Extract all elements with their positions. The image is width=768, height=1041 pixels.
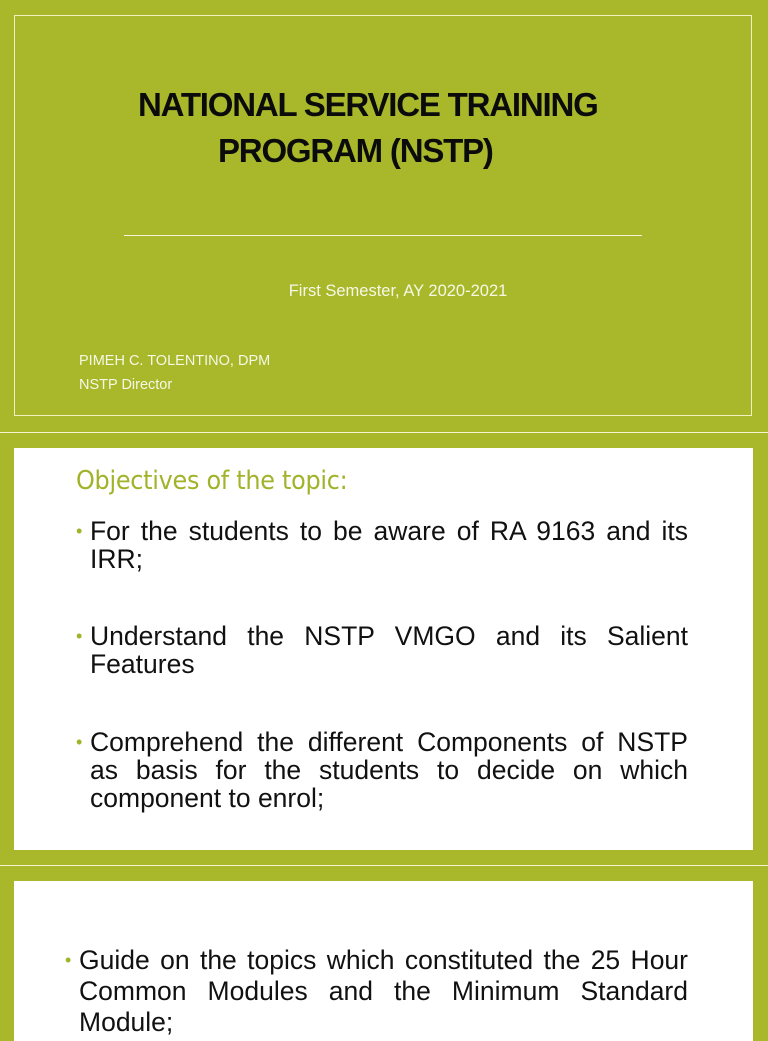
bullet-icon: • <box>76 626 83 646</box>
objective-item <box>76 516 688 574</box>
objective-item <box>65 945 688 1038</box>
objectives-slide <box>14 448 753 850</box>
bullet-icon: • <box>76 521 83 541</box>
objective-text: Understand the NSTP VMGO and its Salient Features <box>90 621 688 679</box>
slide-title-line-1: NATIONAL SERVICE TRAINING <box>138 86 598 123</box>
objective-item <box>76 621 688 679</box>
title-slide <box>0 0 768 432</box>
objective-item <box>76 727 688 813</box>
slide-title-line-2: PROGRAM (NSTP) <box>218 132 493 169</box>
slide-subtitle: First Semester, AY 2020-2021 <box>288 282 508 300</box>
author-name: PIMEH C. TOLENTINO, DPM <box>79 353 271 369</box>
slide-separator <box>0 432 768 433</box>
objective-text: Guide on the topics which constituted the 25 Hour Common Modules and the Minimum Standard Module; <box>79 945 688 1037</box>
author-block <box>79 349 270 397</box>
author-role: NSTP Director <box>79 377 173 393</box>
objectives-heading: Objectives of the topic: <box>76 466 348 496</box>
bullet-icon: • <box>65 950 72 970</box>
objectives-continued-slide <box>14 881 753 1041</box>
title-divider <box>124 235 642 236</box>
bullet-icon: • <box>76 732 83 752</box>
slide-separator <box>0 865 768 866</box>
objective-text: Comprehend the different Components of NSTP as basis for the students to decide on which component to enrol; <box>90 727 688 813</box>
objective-text: For the students to be aware of RA 9163 and its IRR; <box>90 516 688 574</box>
